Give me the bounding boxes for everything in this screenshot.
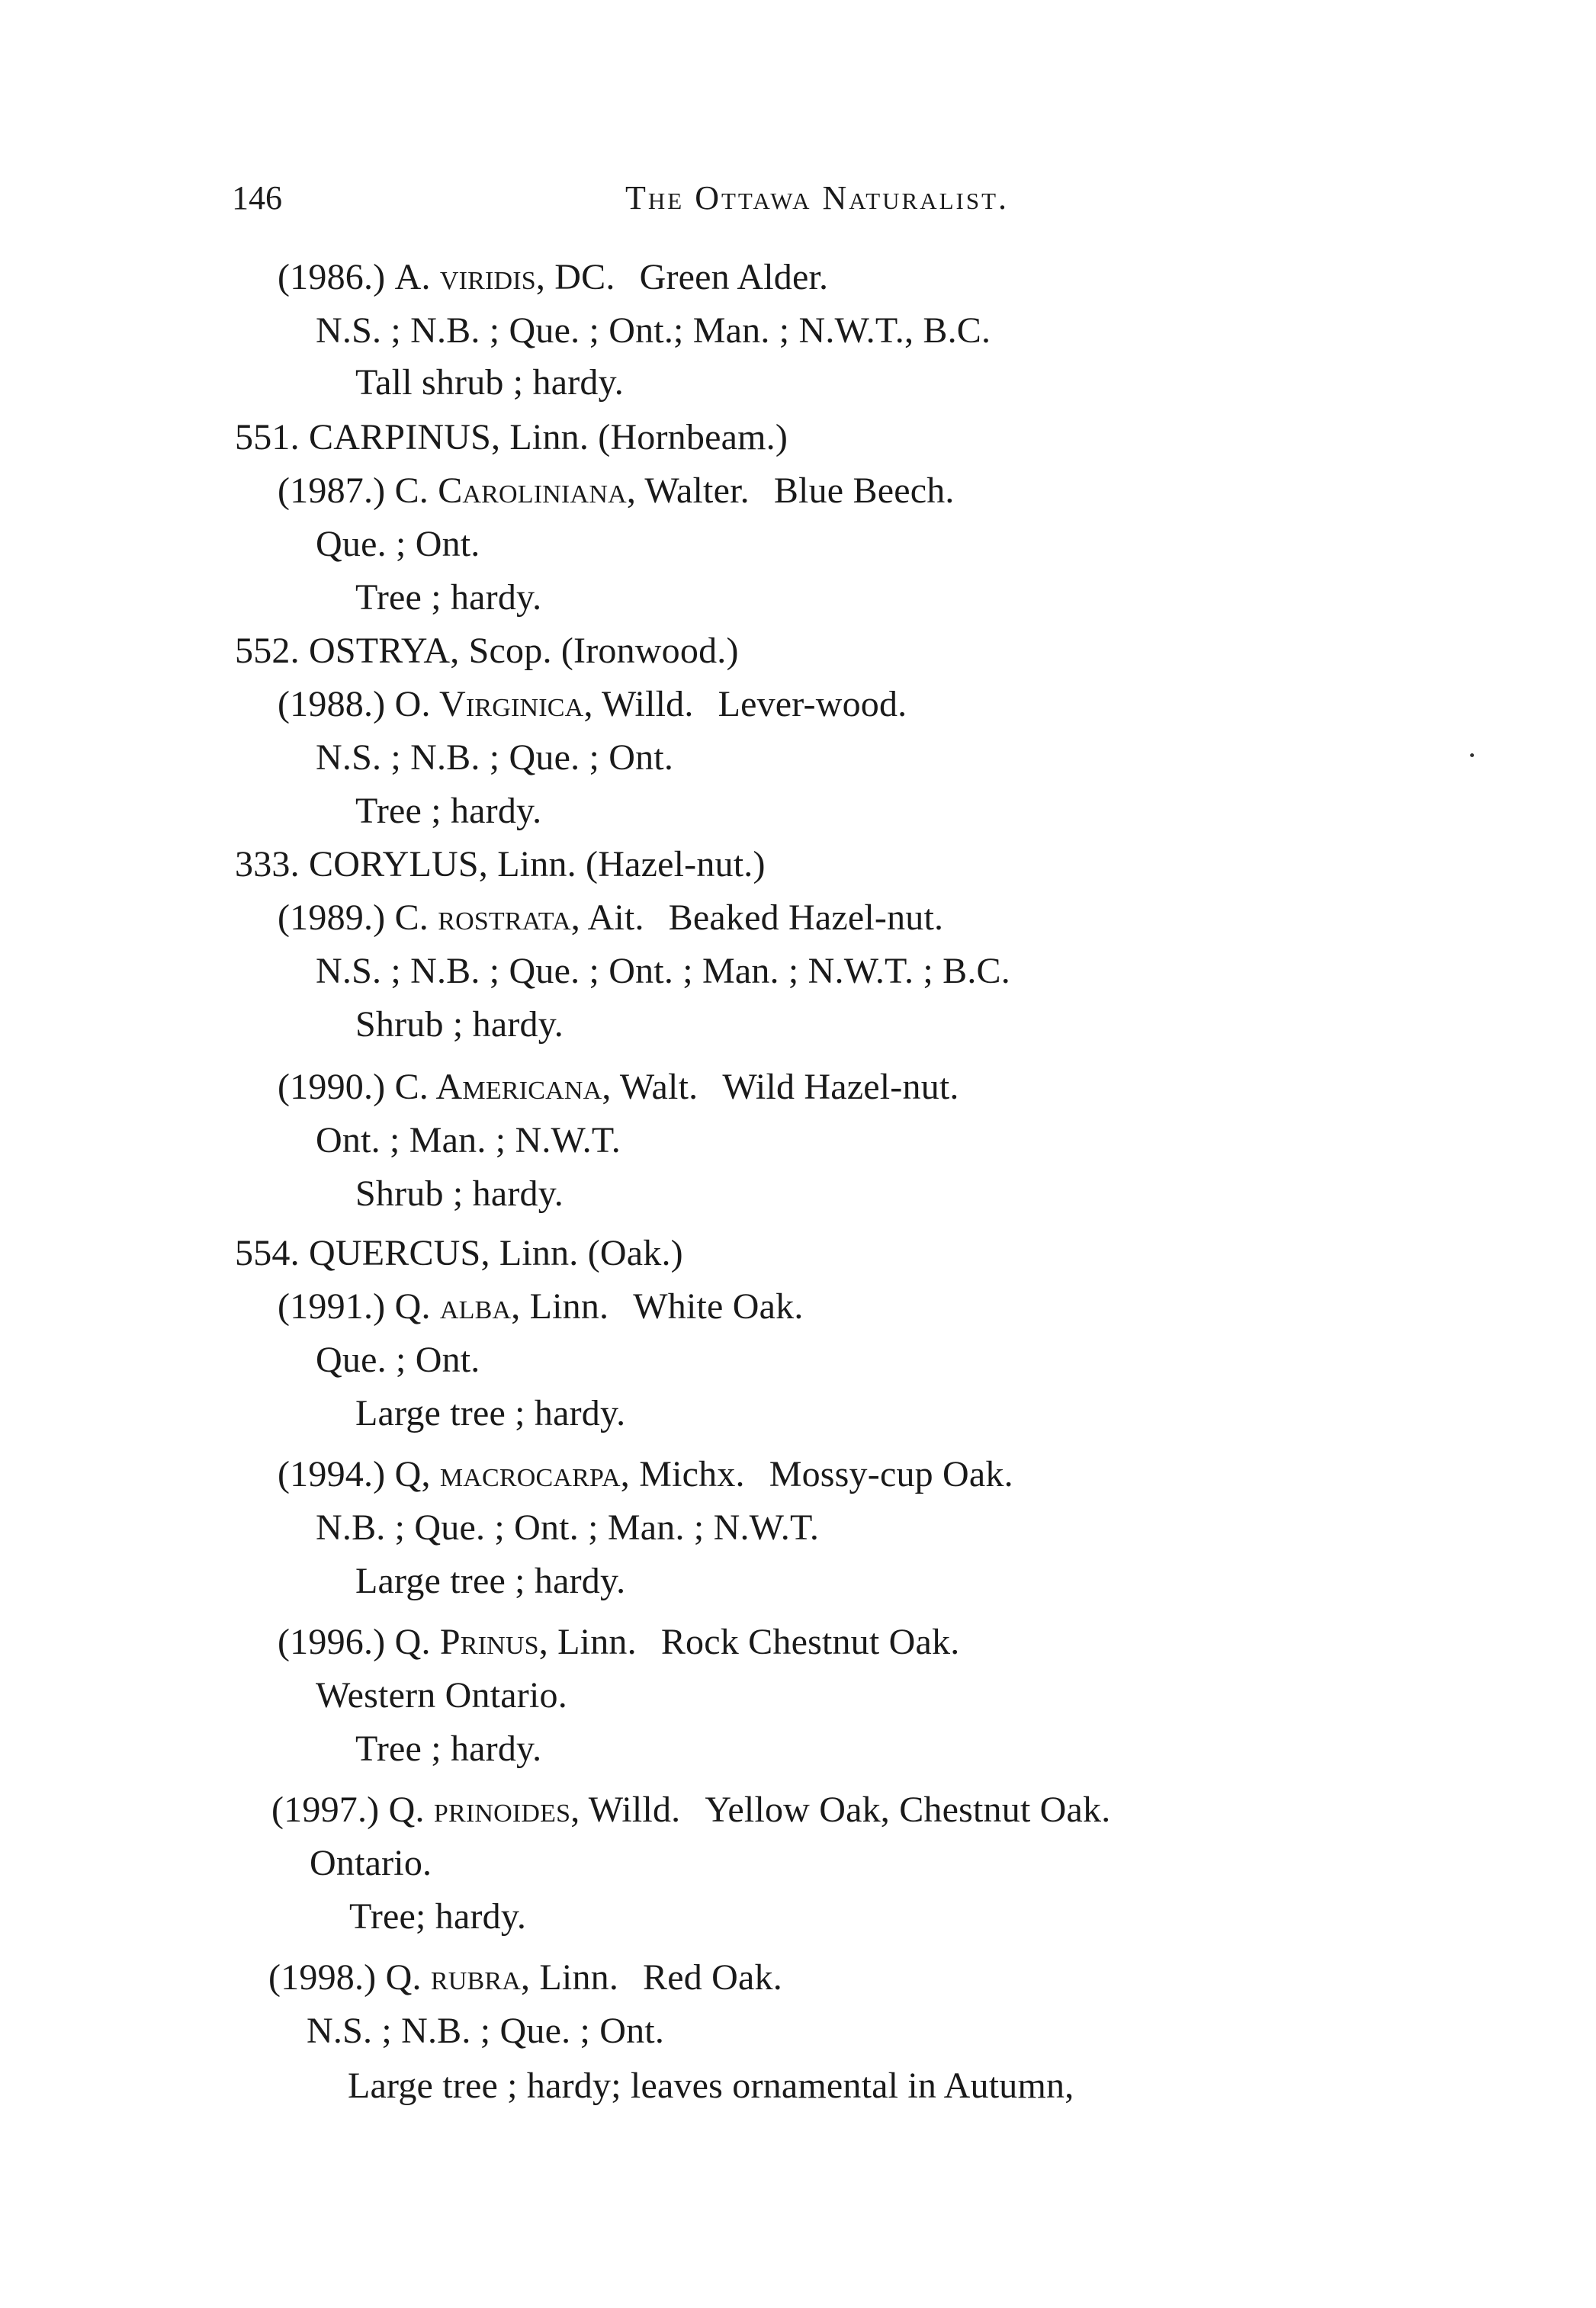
entry-number: (1989.) — [278, 897, 386, 938]
species-entry-line — [278, 1066, 959, 1109]
species-authority: , Ait. — [570, 897, 644, 938]
habit-line: Large tree ; hardy. — [355, 1393, 626, 1433]
entry-number: (1994.) — [278, 1454, 386, 1494]
species-entry-line — [278, 1621, 959, 1664]
distribution-line: Ontario. — [310, 1843, 432, 1883]
habit-line: Large tree ; hardy. — [355, 1561, 626, 1601]
species-authority: , Willd. — [583, 684, 694, 724]
species-entry-line — [278, 256, 828, 299]
entry-number: (1991.) — [278, 1286, 386, 1327]
distribution-line: N.B. ; Que. ; Ont. ; Man. ; N.W.T. — [316, 1507, 820, 1548]
species-entry-line — [278, 683, 907, 726]
distribution-line: Western Ontario. — [316, 1675, 567, 1716]
habit-line: Tree ; hardy. — [355, 791, 542, 831]
habit-line: Large tree ; hardy; leaves ornamental in Autumn, — [348, 2066, 1074, 2106]
distribution-line: Ont. ; Man. ; N.W.T. — [316, 1120, 621, 1160]
species-entry-line — [278, 1286, 804, 1328]
common-name: Yellow Oak, Chestnut Oak. — [705, 1790, 1111, 1830]
species-authority: , Walt. — [602, 1067, 698, 1107]
species-name: C. rostrata — [394, 897, 571, 938]
distribution-line: N.S. ; N.B. ; Que. ; Ont. — [307, 2011, 665, 2051]
species-authority: , Linn. — [520, 1957, 619, 1998]
habit-line: Tree; hardy. — [349, 1896, 527, 1937]
common-name: Red Oak. — [643, 1957, 782, 1998]
habit-line: Tall shrub ; hardy. — [355, 362, 624, 403]
common-name: White Oak. — [633, 1286, 804, 1327]
species-name: C. Americana — [394, 1067, 602, 1107]
species-authority: , Willd. — [570, 1790, 681, 1830]
species-entry-line — [278, 470, 955, 512]
habit-line: Shrub ; hardy. — [355, 1173, 564, 1214]
habit-line: Shrub ; hardy. — [355, 1004, 564, 1045]
species-name: A. viridis — [394, 257, 536, 297]
genus-heading: 551. CARPINUS, Linn. (Hornbeam.) — [235, 417, 788, 457]
common-name: Beaked Hazel-nut. — [668, 897, 944, 938]
genus-heading: 554. QUERCUS, Linn. (Oak.) — [235, 1233, 683, 1273]
genus-heading: 333. CORYLUS, Linn. (Hazel-nut.) — [235, 844, 766, 884]
species-entry-line — [271, 1789, 1110, 1831]
print-speck — [1470, 753, 1474, 757]
species-name: Q. rubra — [385, 1957, 521, 1998]
entry-number: (1988.) — [278, 684, 386, 724]
entry-number: (1996.) — [278, 1622, 386, 1662]
genus-heading: 552. OSTRYA, Scop. (Ironwood.) — [235, 631, 739, 671]
distribution-line: Que. ; Ont. — [316, 1340, 480, 1380]
page-number: 146 — [232, 179, 282, 217]
species-authority: , Linn. — [511, 1286, 609, 1327]
species-name: Q. Prinus — [394, 1622, 539, 1662]
entry-number: (1998.) — [268, 1957, 377, 1998]
common-name: Blue Beech. — [773, 470, 955, 511]
entry-number: (1997.) — [271, 1790, 380, 1830]
common-name: Rock Chestnut Oak. — [660, 1622, 960, 1662]
common-name: Lever-wood. — [718, 684, 907, 724]
species-authority: , Walter. — [626, 470, 750, 511]
distribution-line: N.S. ; N.B. ; Que. ; Ont.; Man. ; N.W.T., B.C. — [316, 310, 991, 351]
species-entry-line — [278, 1453, 1013, 1496]
species-name: O. Virginica — [394, 684, 584, 724]
running-title: The Ottawa Naturalist. — [625, 179, 1010, 217]
distribution-line: N.S. ; N.B. ; Que. ; Ont. ; Man. ; N.W.T. ; B.C. — [316, 951, 1010, 991]
common-name: Wild Hazel-nut. — [722, 1067, 959, 1107]
habit-line: Tree ; hardy. — [355, 1729, 542, 1769]
distribution-line: Que. ; Ont. — [316, 524, 480, 564]
species-entry-line — [268, 1957, 782, 1999]
habit-line: Tree ; hardy. — [355, 577, 542, 618]
species-name: C. Caroliniana — [394, 470, 627, 511]
species-name: Q. prinoides — [388, 1790, 571, 1830]
species-name: Q, macrocarpa — [394, 1454, 621, 1494]
common-name: Green Alder. — [639, 257, 829, 297]
entry-number: (1990.) — [278, 1067, 386, 1107]
entry-number: (1987.) — [278, 470, 386, 511]
common-name: Mossy-cup Oak. — [769, 1454, 1013, 1494]
species-name: Q. alba — [394, 1286, 512, 1327]
species-authority: , DC. — [535, 257, 615, 297]
species-authority: , Linn. — [538, 1622, 637, 1662]
distribution-line: N.S. ; N.B. ; Que. ; Ont. — [316, 737, 674, 778]
entry-number: (1986.) — [278, 257, 386, 297]
species-authority: , Michx. — [620, 1454, 745, 1494]
species-entry-line — [278, 897, 943, 939]
